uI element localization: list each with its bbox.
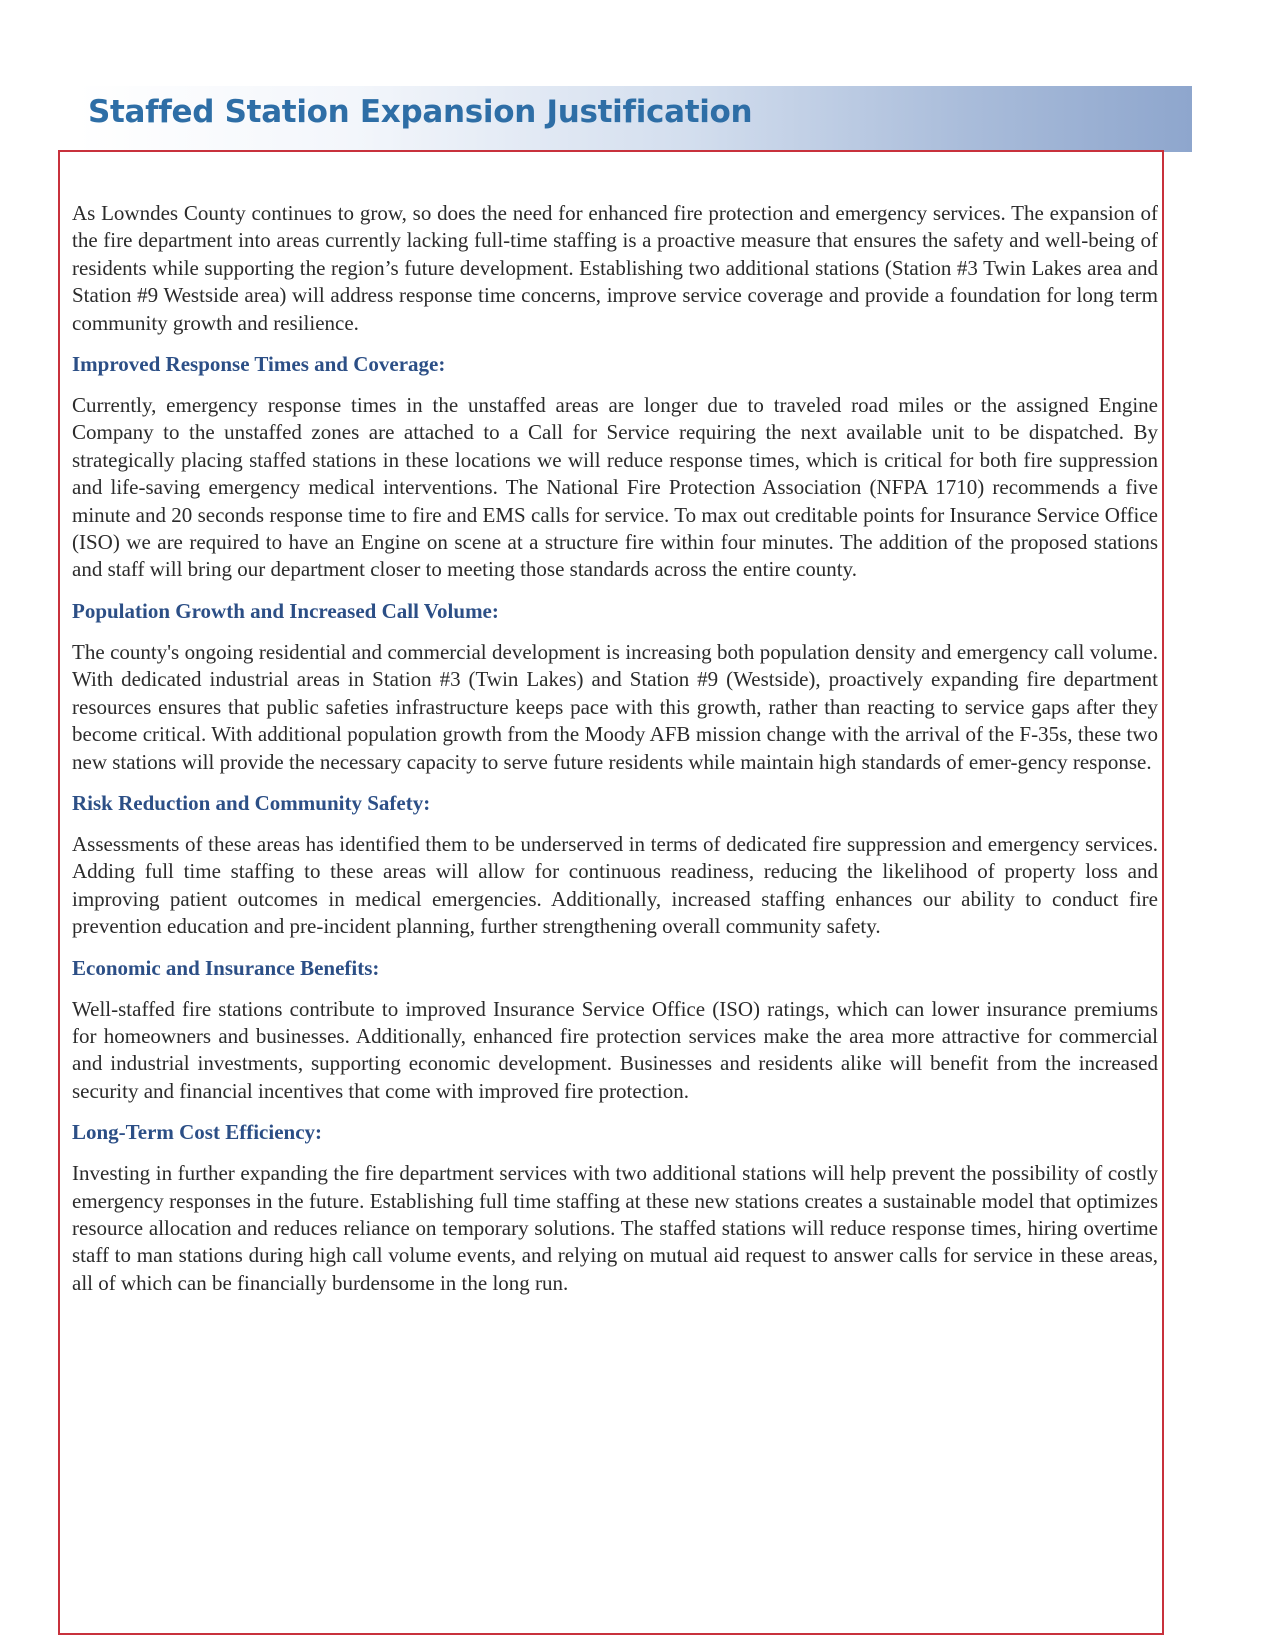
document-body [72,200,1158,1297]
section-heading-risk-reduction: Risk Reduction and Community Safety: [72,790,431,815]
section-heading-response-times: Improved Response Times and Coverage: [72,352,446,377]
section-heading-economic-benefits: Economic and Insurance Benefits: [72,955,380,980]
section-body-economic-benefits: Well-staffed fire stations contribute to improved Insurance Service Office (ISO) ratings, which can lower insurance premiums for homeowners and businesses. Additionally, enhanced fire protection services make the area more attractive for commercial and industrial investments, supporting economic development. Businesses and residents alike will benefit from the increased security and financial incentives that come with improved fire protection. [72,996,1158,1103]
section-body-population-growth: The county's ongoing residential and commercial development is increasing both population density and emergency call volume. With dedicated industrial areas in Station #3 (Twin Lakes) and Station #9 (Westside), proactively expanding fire department resources ensures that public safeties infrastructure keeps pace with this growth, rather than reacting to service gaps after they become critical. With additional population growth from the Moody AFB mission change with the arrival of the F-35s, these two new stations will provide the necessary capacity to serve future residents while maintain high standards of emer-gency response. [72,639,1158,774]
section-heading-population-growth: Population Growth and Increased Call Volume: [72,598,499,623]
intro-paragraph: As Lowndes County continues to grow, so does the need for enhanced fire protection and emergency services. The expansion of the fire department into areas currently lacking full-time staffing is a proactive measure that ensures the safety and well-being of residents while supporting the region’s future development. Establishing two additional stations (Station #3 Twin Lakes area and Station #9 Westside area) will address response time concerns, improve service coverage and provide a foundation for long term community growth and resilience. [72,201,1158,335]
page-title: Staffed Station Expansion Justification [88,94,753,130]
section-body-response-times: Currently, emergency response times in the unstaffed areas are longer due to traveled road miles or the assigned Engine Company to the unstaffed zones are attached to a Call for Service requiring the next available unit to be dispatched. By strategically placing staffed stations in these locations we will reduce response times, which is critical for both fire suppression and life-saving emergency medical interventions. The National Fire Protection Association (NFPA 1710) recommends a five minute and 20 seconds response time to fire and EMS calls for service. To max out creditable points for Insurance Service Office (ISO) we are required to have an Engine on scene at a structure fire within four minutes. The addition of the proposed stations and staff will bring our department closer to meeting those standards across the entire county. [72,393,1158,582]
section-body-risk-reduction: Assessments of these areas has identified them to be underserved in terms of dedicated fire suppression and emergency services. Adding full time staffing to these areas will allow for continuous readiness, reducing the likelihood of property loss and improving patient outcomes in medical emergencies. Additionally, increased staffing enhances our ability to conduct fire prevention education and pre-incident planning, further strengthening overall community safety. [72,831,1158,939]
section-body-cost-efficiency: Investing in further expanding the fire department services with two additional stations will help prevent the possibility of costly emergency responses in the future. Establishing full time staffing at these new stations creates a sustainable model that optimizes resource allocation and reduces reliance on temporary solutions. The staffed stations will reduce response times, hiring overtime staff to man stations during high call volume events, and relying on mutual aid request to answer calls for service in these areas, all of which can be financially burdensome in the long run. [72,1161,1158,1295]
section-heading-cost-efficiency: Long-Term Cost Efficiency: [72,1120,323,1145]
title-bar [76,86,1192,152]
